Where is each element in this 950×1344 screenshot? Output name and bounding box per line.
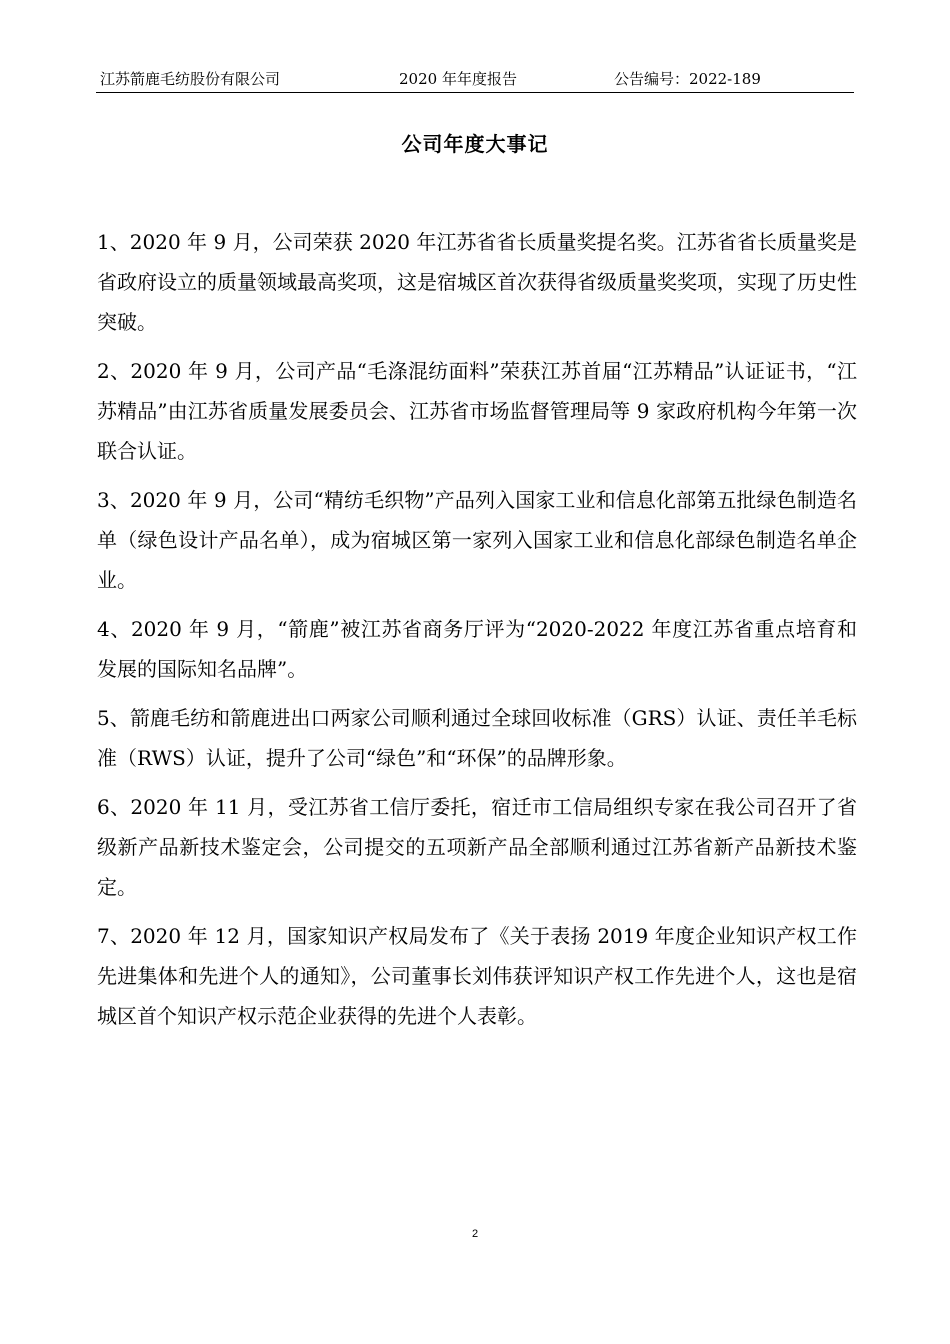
header-report-title: 2020 年年度报告 (399, 70, 517, 88)
page-title: 公司年度大事记 (401, 132, 549, 156)
page-header (96, 66, 854, 93)
event-item-3: 3、2020 年 9 月，公司“精纺毛织物”产品列入国家工业和信息化部第五批绿色制造名单（绿色设计产品名单），成为宿城区第一家列入国家工业和信息化部绿色制造名单企业。 (97, 488, 857, 592)
event-item-4: 4、2020 年 9 月，“箭鹿”被江苏省商务厅评为“2020-2022 年度江苏省重点培育和发展的国际知名品牌”。 (97, 617, 857, 681)
event-item-5: 5、箭鹿毛纺和箭鹿进出口两家公司顺利通过全球回收标准（GRS）认证、责任羊毛标准（RWS）认证，提升了公司“绿色”和“环保”的品牌形象。 (97, 706, 857, 770)
events-list (97, 222, 857, 1045)
header-announcement-number: 公告编号：2022-189 (614, 70, 761, 88)
event-item-6: 6、2020 年 11 月，受江苏省工信厅委托，宿迁市工信局组织专家在我公司召开了省级新产品新技术鉴定会，公司提交的五项新产品全部顺利通过江苏省新产品新技术鉴定。 (97, 795, 857, 899)
event-item-7: 7、2020 年 12 月，国家知识产权局发布了《关于表扬 2019 年度企业知识产权工作先进集体和先进个人的通知》，公司董事长刘伟获评知识产权工作先进个人，这也是宿城区首个知识产权示范企业获得的先进个人表彰。 (97, 924, 857, 1028)
event-item-1: 1、2020 年 9 月，公司荣获 2020 年江苏省省长质量奖提名奖。江苏省省长质量奖是省政府设立的质量领域最高奖项，这是宿城区首次获得省级质量奖奖项，实现了历史性突破。 (97, 230, 857, 334)
event-item-2: 2、2020 年 9 月，公司产品“毛涤混纺面料”荣获江苏首届“江苏精品”认证证书，“江苏精品”由江苏省质量发展委员会、江苏省市场监督管理局等 9 家政府机构今年第一次联合认证。 (97, 359, 857, 463)
page-number: 2 (471, 1228, 479, 1240)
header-company-name: 江苏箭鹿毛纺股份有限公司 (100, 70, 281, 88)
